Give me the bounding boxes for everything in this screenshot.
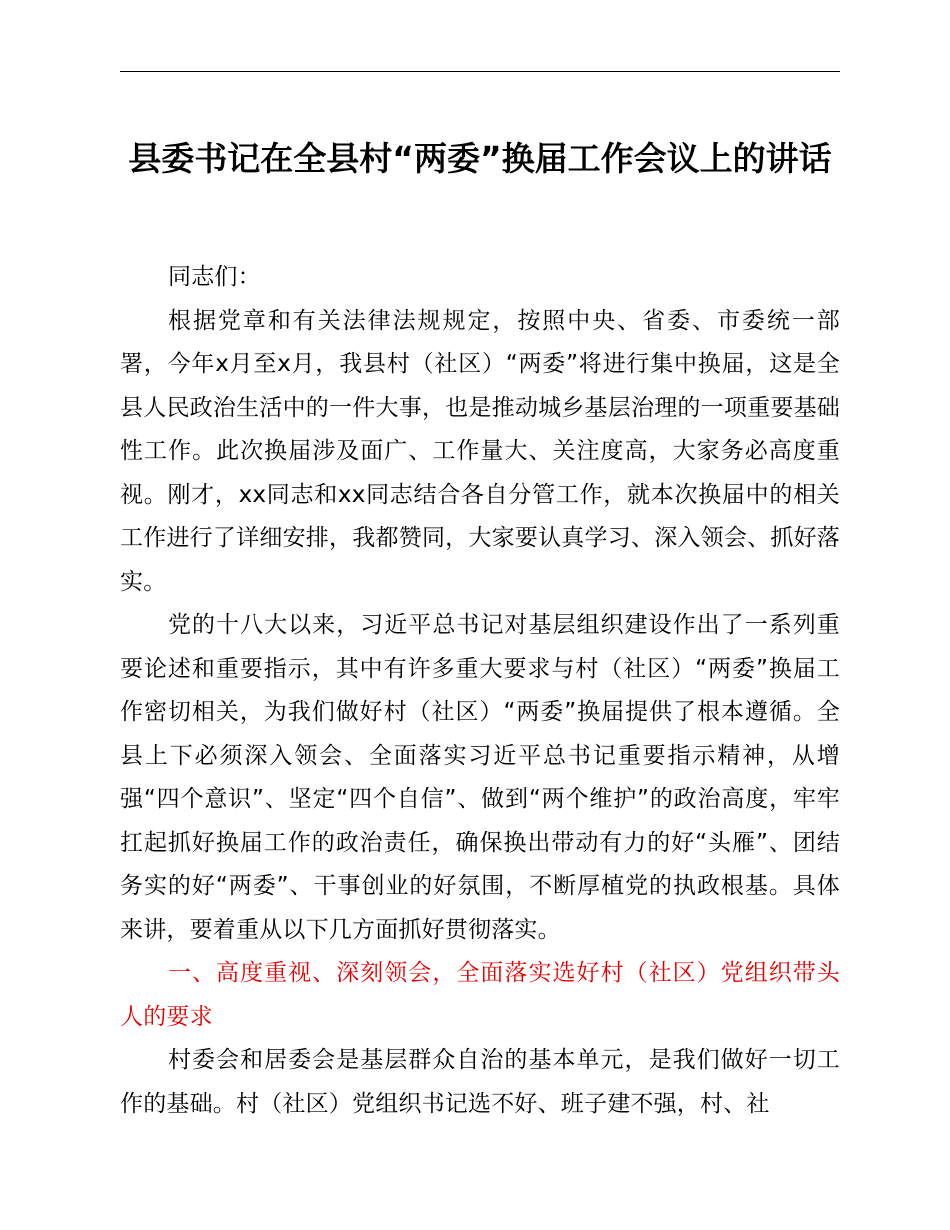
- header-rule: [120, 71, 840, 72]
- document-body: [120, 256, 840, 1126]
- salutation: 同志们：: [168, 264, 261, 290]
- section-heading-1: 一、高度重视、深刻领会，全面落实选好村（社区）党组织带头人的要求: [120, 960, 840, 1030]
- document-title: 县委书记在全县村“两委”换届工作会议上的讲话: [128, 139, 832, 178]
- paragraph-2: 党的十八大以来，习近平总书记对基层组织建设作出了一系列重要论述和重要指示，其中有许多重大要求与村（社区）“两委”换届工作密切相关，为我们做好村（社区）“两委”换届提供了根本遵循。全县上下必须深入领会、全面落实习近平总书记重要指示精神，从增强“四个意识”、坚定“四个自信”、做到“两个维护”的政治高度，牢牢扛起抓好换届工作的政治责任，确保换出带动有力的好“头雁”、团结务实的好“两委”、干事创业的好氛围，不断厚植党的执政根基。具体来讲，要着重从以下几方面抓好贯彻落实。: [120, 612, 840, 943]
- paragraph-3: 村委会和居委会是基层群众自治的基本单元，是我们做好一切工作的基础。村（社区）党组织书记选不好、班子建不强，村、社: [120, 1047, 840, 1117]
- paragraph-1: 根据党章和有关法律法规规定，按照中央、省委、市委统一部署，今年x月至x月，我县村（社区）“两委”将进行集中换届，这是全县人民政治生活中的一件大事，也是推动城乡基层治理的一项重要基础性工作。此次换届涉及面广、工作量大、关注度高，大家务必高度重视。刚才，xx同志和xx同志结合各自分管工作，就本次换届中的相关工作进行了详细安排，我都赞同，大家要认真学习、深入领会、抓好落实。: [120, 307, 840, 595]
